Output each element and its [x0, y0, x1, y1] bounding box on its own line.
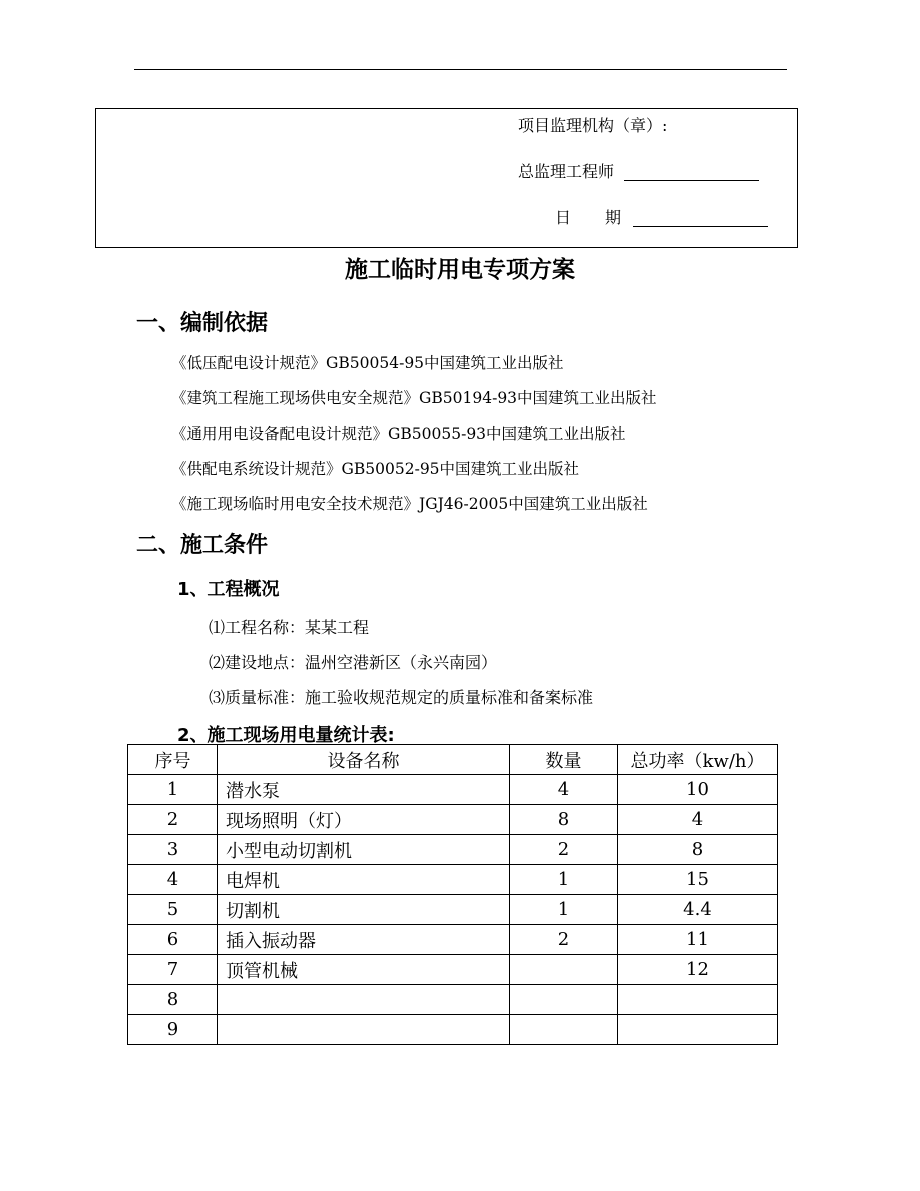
- overview-item: ⑵建设地点：温州空港新区（永兴南园）: [209, 653, 498, 672]
- column-header: 总功率（kw/h）: [618, 745, 778, 775]
- date-label-1: 日: [555, 208, 572, 227]
- table-cell: 15: [618, 865, 778, 895]
- table-row: [128, 805, 778, 835]
- table-cell: 11: [618, 925, 778, 955]
- table-row: [128, 985, 778, 1015]
- table-header-row: [128, 745, 778, 775]
- table-cell: 8: [128, 985, 218, 1015]
- table-cell: 小型电动切割机: [218, 835, 510, 865]
- subsection-heading-overview: 1、工程概况: [177, 579, 280, 600]
- power-usage-table: [127, 744, 778, 1045]
- table-cell: 4: [510, 775, 618, 805]
- table-cell: [618, 1015, 778, 1045]
- table-row: [128, 865, 778, 895]
- table-cell: 潜水泵: [218, 775, 510, 805]
- table-cell: 3: [128, 835, 218, 865]
- header-rule: [134, 69, 787, 70]
- signoff-box: [95, 108, 798, 248]
- reference-item: 《低压配电设计规范》GB50054-95中国建筑工业出版社: [171, 354, 564, 372]
- table-cell: 4: [128, 865, 218, 895]
- table-cell: 电焊机: [218, 865, 510, 895]
- table-row: [128, 955, 778, 985]
- reference-item: 《建筑工程施工现场供电安全规范》GB50194-93中国建筑工业出版社: [171, 389, 657, 407]
- table-cell: 4.4: [618, 895, 778, 925]
- table-cell: [218, 985, 510, 1015]
- table-cell: 6: [128, 925, 218, 955]
- table-cell: 顶管机械: [218, 955, 510, 985]
- table-cell: 10: [618, 775, 778, 805]
- table-cell: 切割机: [218, 895, 510, 925]
- date-line: [555, 205, 768, 228]
- chief-engineer-label: 总监理工程师: [518, 162, 615, 181]
- table-cell: 4: [618, 805, 778, 835]
- table-row: [128, 835, 778, 865]
- reference-item: 《供配电系统设计规范》GB50052-95中国建筑工业出版社: [171, 460, 580, 478]
- column-header: 设备名称: [218, 745, 510, 775]
- chief-engineer-line: [518, 159, 759, 182]
- table-cell: 8: [510, 805, 618, 835]
- table-cell: 1: [510, 895, 618, 925]
- table-cell: 8: [618, 835, 778, 865]
- table-row: [128, 895, 778, 925]
- table-row: [128, 925, 778, 955]
- table-cell: 12: [618, 955, 778, 985]
- document-title: 施工临时用电专项方案: [345, 257, 575, 283]
- column-header: 序号: [128, 745, 218, 775]
- subsection-heading-power-table: 2、施工现场用电量统计表:: [177, 725, 395, 746]
- table-cell: 插入振动器: [218, 925, 510, 955]
- table-cell: 现场照明（灯）: [218, 805, 510, 835]
- date-label-2: 期: [605, 208, 622, 227]
- table-cell: 2: [510, 835, 618, 865]
- date-blank: [633, 210, 768, 227]
- overview-item: ⑶质量标准：施工验收规范规定的质量标准和备案标准: [209, 688, 594, 707]
- overview-item: ⑴工程名称：某某工程: [209, 618, 370, 637]
- table-row: [128, 1015, 778, 1045]
- table-cell: [510, 955, 618, 985]
- section-heading-conditions: 二、施工条件: [136, 533, 269, 558]
- supervision-org-label: 项目监理机构（章）:: [518, 116, 668, 135]
- section-heading-basis: 一、编制依据: [136, 311, 269, 336]
- table-cell: 7: [128, 955, 218, 985]
- table-cell: 1: [510, 865, 618, 895]
- table-cell: 1: [128, 775, 218, 805]
- table-cell: [510, 985, 618, 1015]
- table-cell: [218, 1015, 510, 1045]
- reference-item: 《通用用电设备配电设计规范》GB50055-93中国建筑工业出版社: [171, 425, 626, 443]
- table-cell: 2: [128, 805, 218, 835]
- table-cell: 9: [128, 1015, 218, 1045]
- chief-engineer-signature-blank: [624, 164, 759, 181]
- reference-item: 《施工现场临时用电安全技术规范》JGJ46-2005中国建筑工业出版社: [171, 495, 648, 513]
- table-cell: 5: [128, 895, 218, 925]
- table-cell: [618, 985, 778, 1015]
- table-cell: 2: [510, 925, 618, 955]
- table-cell: [510, 1015, 618, 1045]
- column-header: 数量: [510, 745, 618, 775]
- table-row: [128, 775, 778, 805]
